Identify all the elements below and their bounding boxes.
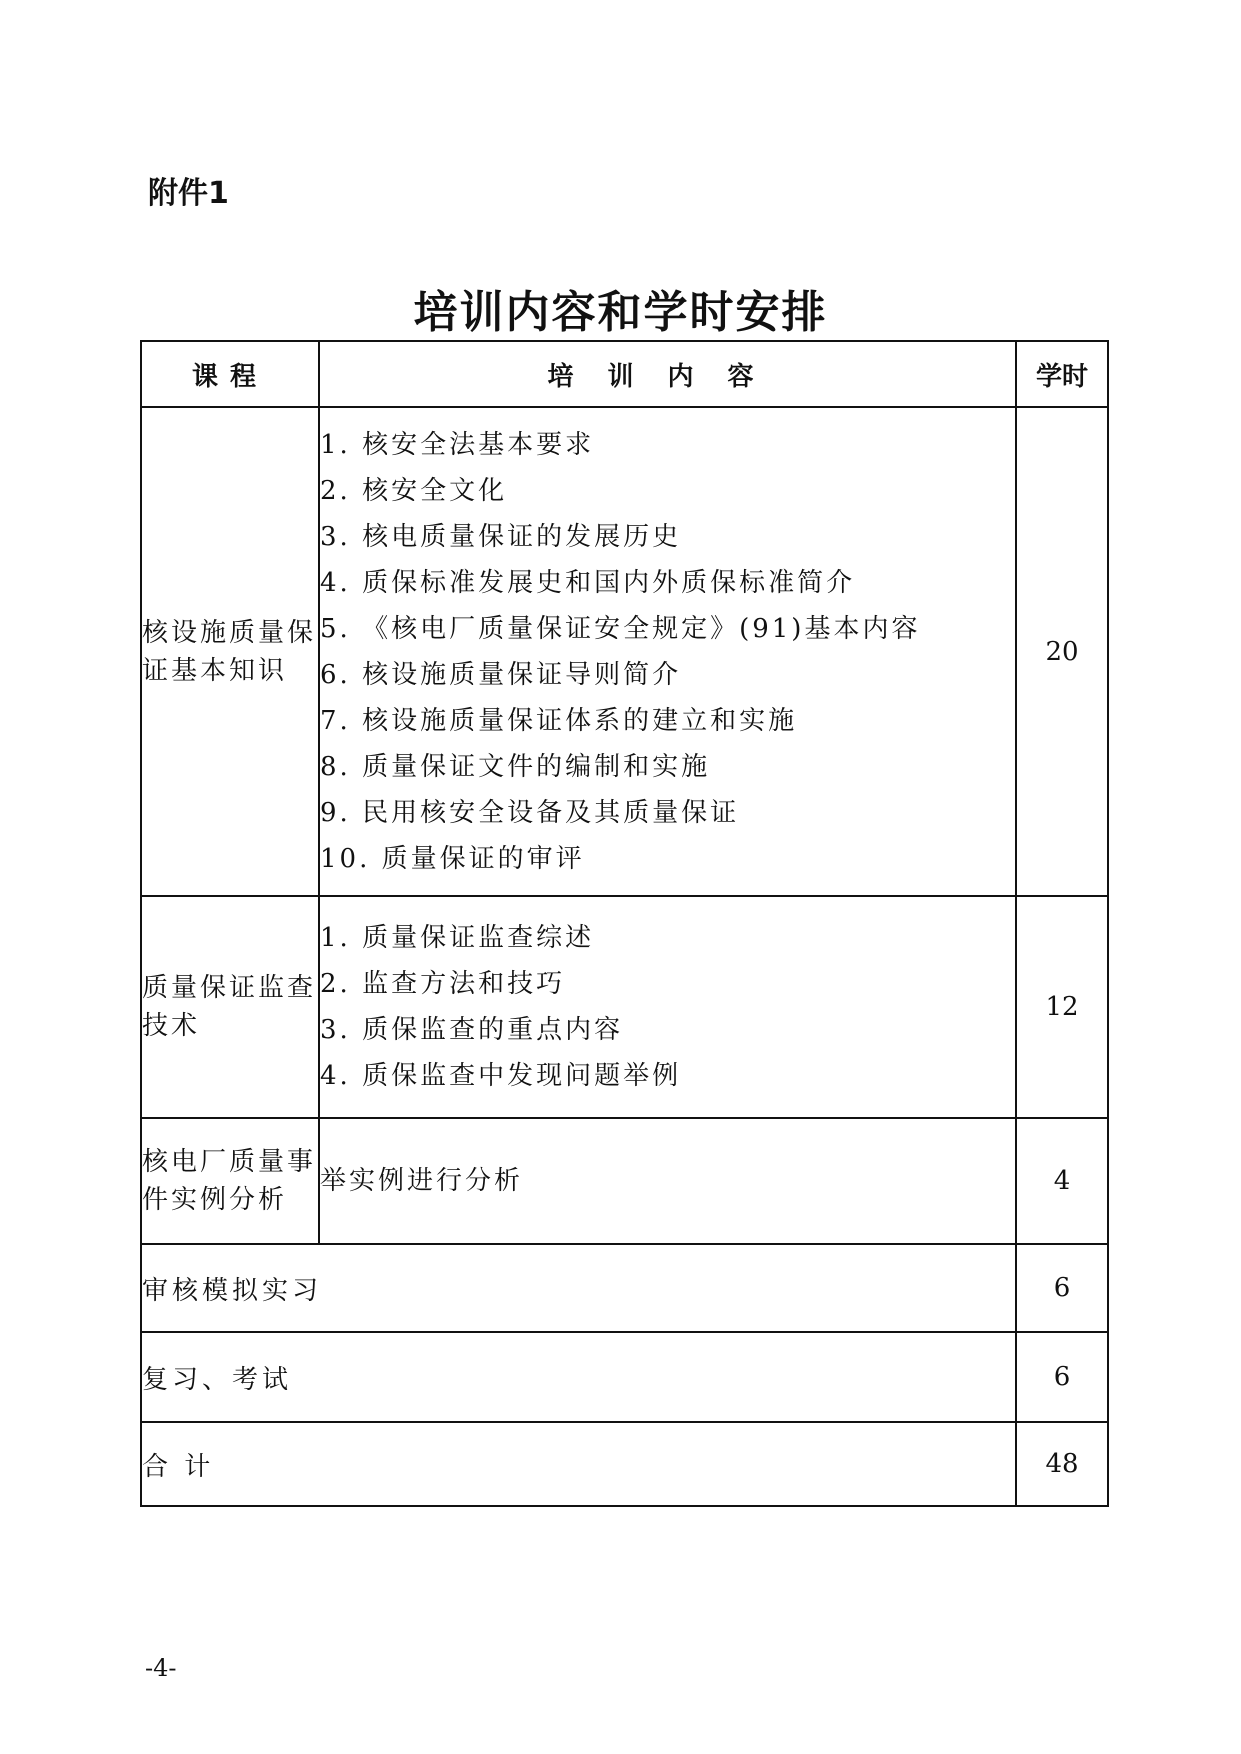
table-row: [141, 407, 1108, 896]
course-cell: 质量保证监查技术: [141, 896, 319, 1118]
course-cell: 核电厂质量事件实例分析: [141, 1118, 319, 1244]
list-item: 举实例进行分析: [320, 1166, 524, 1196]
list-item: 2. 核安全文化: [320, 475, 508, 506]
list-item: 5. 《核电厂质量保证安全规定》(91)基本内容: [320, 613, 921, 644]
total-label-cell: 合 计: [141, 1422, 1016, 1506]
hours-cell: 12: [1016, 896, 1108, 1118]
list-item: 3. 质保监查的重点内容: [320, 1015, 624, 1045]
table-row: [141, 896, 1108, 1118]
hours-cell: 4: [1016, 1118, 1108, 1244]
content-list: [320, 915, 1015, 1099]
content-cell: [319, 407, 1016, 896]
page-title: 培训内容和学时安排: [413, 287, 828, 338]
content-list: [320, 1158, 1015, 1204]
hours-cell: 20: [1016, 407, 1108, 896]
course-cell: 核设施质量保证基本知识: [141, 407, 319, 896]
hours-cell: 6: [1016, 1332, 1108, 1422]
content-cell: [319, 896, 1016, 1118]
table-header-row: [141, 341, 1108, 407]
attachment-label: 附件1: [148, 176, 229, 211]
list-item: 4. 质保标准发展史和国内外质保标准简介: [320, 567, 856, 598]
list-item: 7. 核设施质量保证体系的建立和实施: [320, 705, 798, 736]
list-item: 4. 质保监查中发现问题举例: [320, 1061, 682, 1091]
list-item: 8. 质量保证文件的编制和实施: [320, 751, 711, 782]
list-item: 10. 质量保证的审评: [320, 843, 585, 874]
header-course: 课程: [141, 341, 319, 407]
table-row: [141, 1118, 1108, 1244]
list-item: 2. 监查方法和技巧: [320, 969, 566, 999]
table-total-row: [141, 1422, 1108, 1506]
merged-course-cell: 复习、考试: [141, 1332, 1016, 1422]
header-content: 培训内容: [319, 341, 1016, 407]
merged-course-cell: 审核模拟实习: [141, 1244, 1016, 1332]
list-item: 1. 质量保证监查综述: [320, 923, 595, 953]
content-cell: [319, 1118, 1016, 1244]
content-list: [320, 422, 1015, 882]
page-number: -4-: [145, 1654, 177, 1682]
list-item: 9. 民用核安全设备及其质量保证: [320, 797, 740, 828]
training-schedule-table: [140, 340, 1109, 1507]
list-item: 6. 核设施质量保证导则简介: [320, 659, 682, 690]
list-item: 1. 核安全法基本要求: [320, 429, 595, 460]
hours-cell: 6: [1016, 1244, 1108, 1332]
header-hours: 学时: [1016, 341, 1108, 407]
table-row: [141, 1244, 1108, 1332]
list-item: 3. 核电质量保证的发展历史: [320, 521, 682, 552]
total-hours-cell: 48: [1016, 1422, 1108, 1506]
table-row: [141, 1332, 1108, 1422]
